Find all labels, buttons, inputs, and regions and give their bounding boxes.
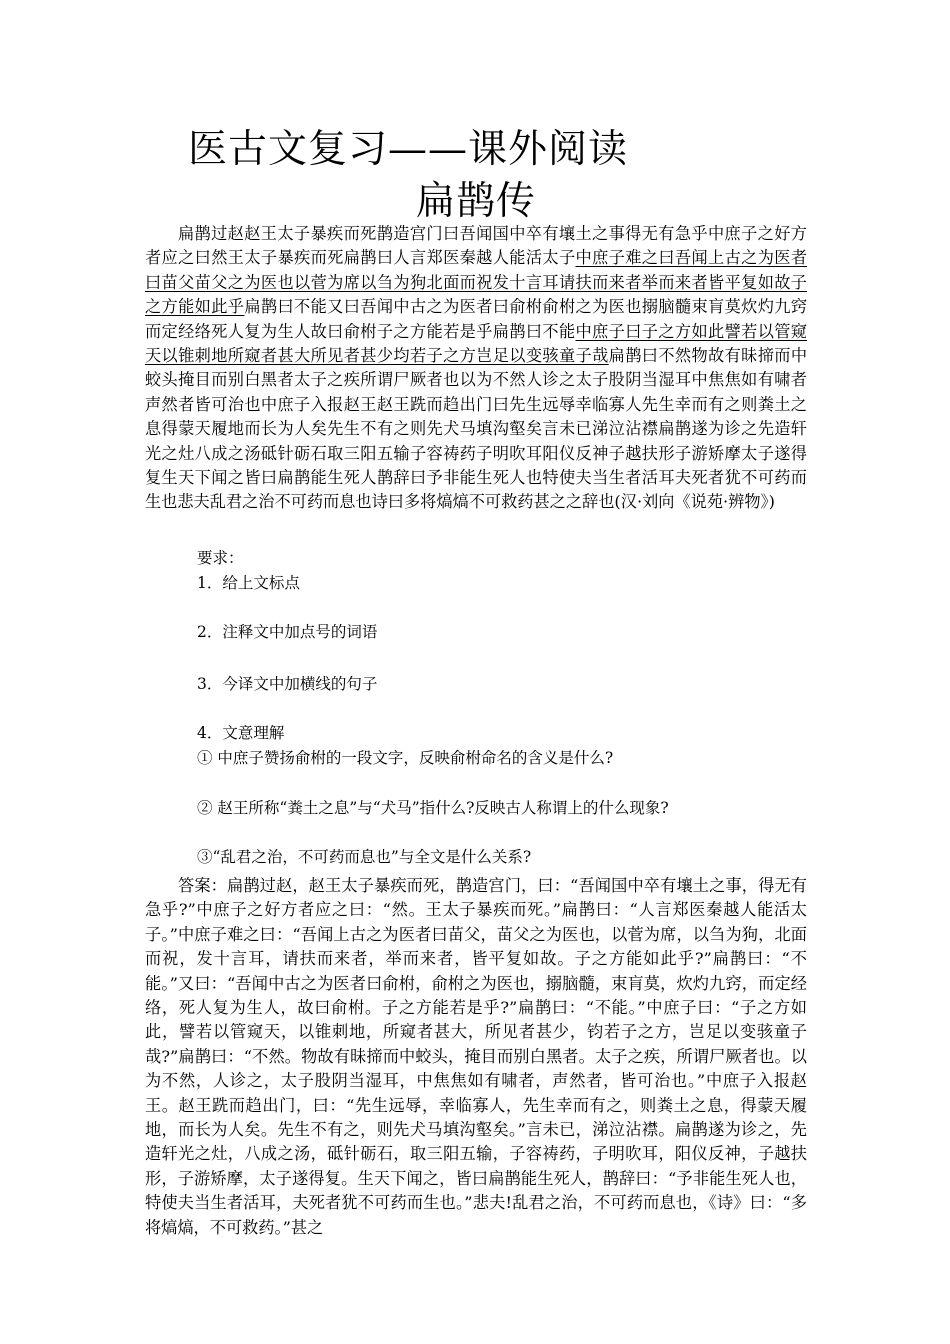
answer-paragraph: 答案：扁鹊过赵，赵王太子暴疾而死，鹊造宫门，曰：“吾闻国中卒有壤土之事，得无有急乎?”中庶子之好方者应之曰：“然。王太子暴疾而死。”扁鹊曰：“人言郑医秦越人能活太子。”中庶子难之曰：“吾闻上古之为医者曰苗父，苗父之为医也，以菅为席，以刍为狗，北面而祝，发十言耳，请扶而来者，举而来者，皆平复如故。子之方能如此乎?”扁鹊曰：“不能。”又曰：“吾闻中古之为医者曰俞柎，俞柎之为医也，搦脑髓，束肓莫，炊灼九窍，而定经络，死人复为生人，故曰俞柎。子之方能若是乎?”扁鹊曰：“不能。”中庶子曰：“子之方如此，譬若以管窥天，以锥刺地，所窥者甚大，所见者甚少，钧若子之方，岂足以变骇童子哉?”扁鹊曰：“不然。物故有昧揥而中蛟头，掩目而别白黑者。太子之疾，所谓尸厥者也。以为不然，人诊之，太子股阴当湿耳，中焦焦如有啸者，声然者，皆可治也。”中庶子入报赵王。赵王跣而趋出门，曰：“先生远辱，幸临寡人，先生幸而有之，则粪土之息，得蒙天履地，而长为人矣。先生不有之，则先犬马填沟壑矣。”言未已，涕泣沾襟。扁鹊遂为诊之，先造轩光之灶，八成之汤，砥针砺石，取三阳五输，子容祷药，子明吹耳，阳仪反神，子越扶形，子游矫摩，太子遂得复。生天下闻之，皆曰扁鹊能生死人，鹊辞曰：“予非能生死人也，特使夫当生者活耳，夫死者犹不可药而生也。”悲夫!乱君之治，不可药而息也，《诗》曰：“多将熇熇，不可救药。”甚之: [145, 876, 807, 1237]
passage-segment: 扁鹊过赵赵王太子暴疾而死鹊造宫门曰吾闻国中卒有壤土之事得无有急乎中庶子之好方者应之曰然王太子暴疾而死扁鹊曰人言郑医秦越人能活太子: [145, 224, 807, 268]
requirement-item: 1．给上文标点: [197, 574, 300, 592]
requirements-heading: 要求：: [197, 549, 244, 567]
underlined-sentence: 中庶子曰子之方如此譬若以管窥天以锥刺地所窥者甚大所见者甚少均若子之方岂足以变骇童子哉: [145, 321, 808, 366]
requirement-item: ② 赵王所称“粪土之息”与“犬马”指什么?反映古人称谓上的什么现象?: [197, 799, 669, 817]
passage-paragraph: [145, 222, 807, 515]
requirement-item: 2．注释文中加点号的词语: [197, 623, 378, 641]
passage-segment: 扁鹊曰不能又曰吾闻中古之为医者曰俞柎俞柎之为医也搦脑髓束肓莫炊灼九窍而定经络死人复为生人故曰俞柎子之方能若是乎扁鹊曰不能: [145, 297, 808, 341]
page-subtitle: 扁鹊传: [416, 179, 537, 224]
underlined-sentence: 中庶子难之曰吾闻上古之为医者曰苗父苗父之为医也以菅为席以刍为狗北面而祝发十言耳请扶而来者举而来者皆平复如故子之方能如此乎: [145, 248, 808, 317]
requirement-item: 4．文意理解: [197, 724, 285, 742]
requirement-item: 3．今译文中加横线的句子: [197, 675, 378, 693]
requirement-item: ③“乱君之治，不可药而息也”与全文是什么关系?: [197, 848, 532, 866]
requirement-item: ① 中庶子赞扬俞柎的一段文字，反映俞柎命名的含义是什么?: [197, 749, 614, 767]
page-title: 医古文复习——课外阅读: [188, 127, 629, 172]
passage-segment: 扁鹊曰不然物故有昧揥而中蛟头掩目而别白黑者太子之疾所谓尸厥者也以为不然人诊之太子股阴当湿耳中焦焦如有啸者声然者皆可治也中庶子入报赵王赵王跣而趋出门曰先生远辱幸临寡人先生幸而有之则粪土之息得蒙天履地而长为人矣先生不有之则先犬马填沟壑矣言未已涕泣沾襟扁鹊遂为诊之先造轩光之灶八成之汤砥针砺石取三阳五输子容祷药子明吹耳阳仪反神子越扶形子游矫摩太子遂得复生天下闻之皆曰扁鹊能生死人鹊辞曰予非能生死人也特使夫当生者活耳夫死者犹不可药而生也悲夫乱君之治不可药而息也诗曰多将熇熇不可救药甚之之辞也(汉·刘向《说苑·辨物》): [145, 346, 808, 512]
